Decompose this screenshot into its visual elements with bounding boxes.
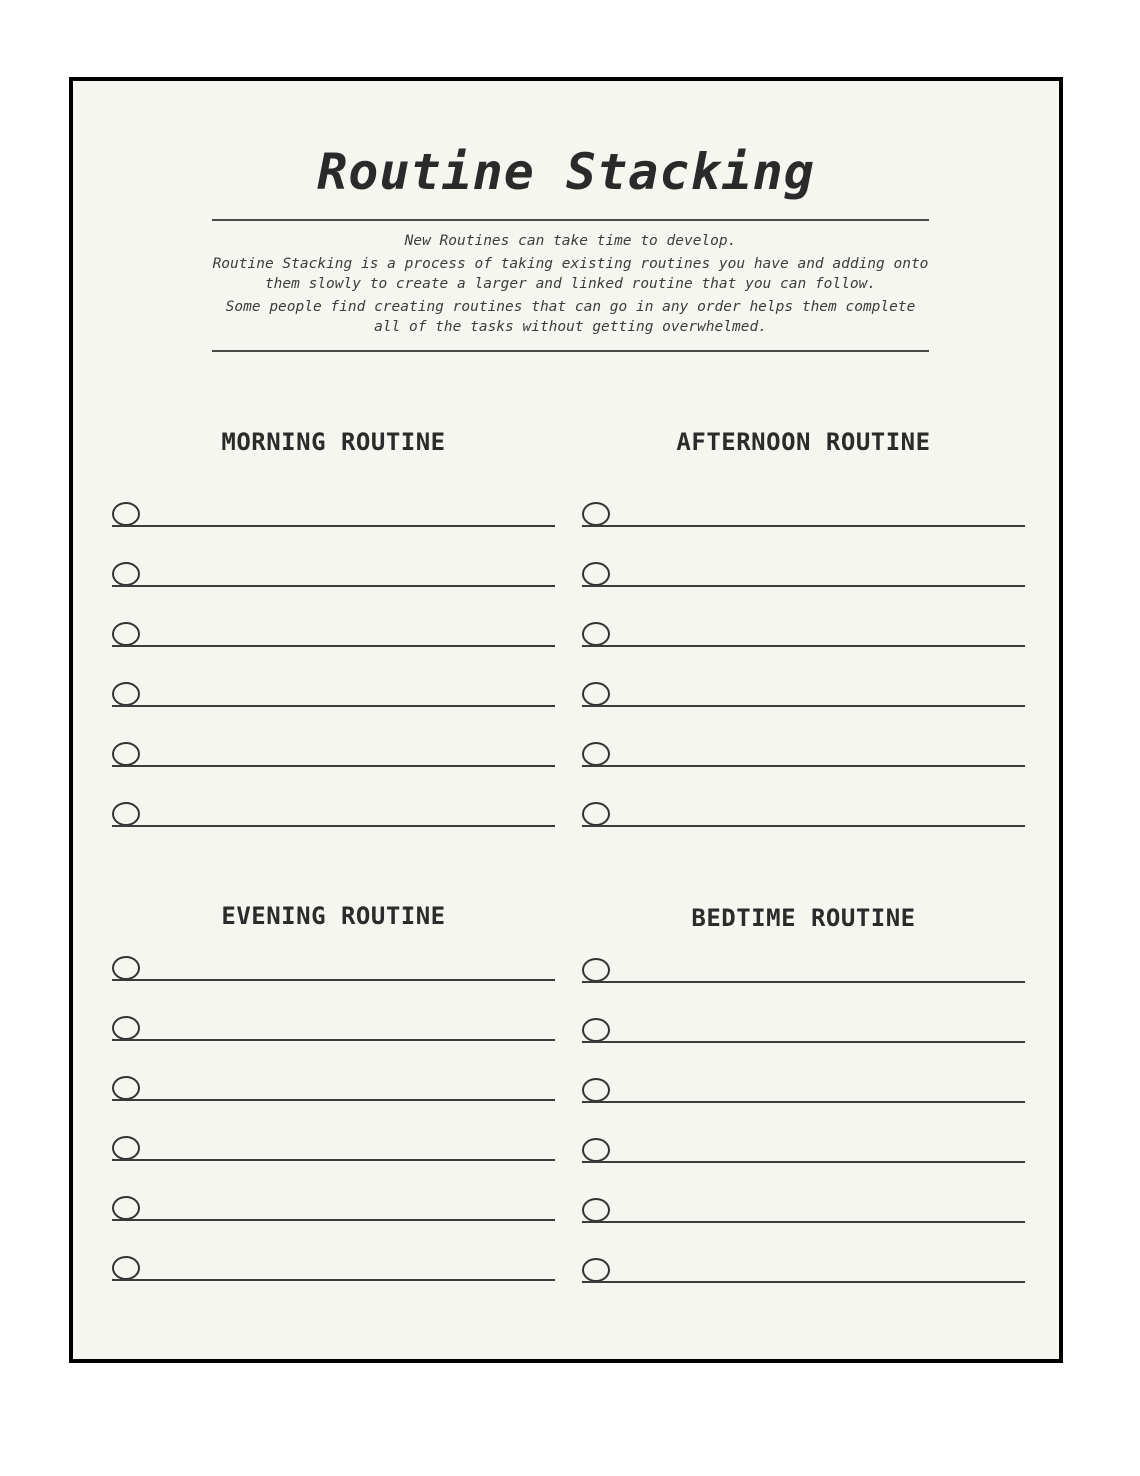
checklist-item [582,707,1025,767]
intro-line-2: Routine Stacking is a process of taking existing routines you have and adding onto them slowly to create a larger and linked routine that you can follow. [212,256,929,292]
checkbox-circle-icon[interactable] [112,622,140,646]
checklist-item [112,981,555,1041]
checklist-item [112,1221,555,1281]
checkbox-circle-icon[interactable] [112,1076,140,1100]
checkbox-circle-icon[interactable] [582,1198,610,1222]
checklist-item [582,767,1025,827]
checklist-item [112,647,555,707]
checklist-item [112,707,555,767]
checklist-item [582,1163,1025,1223]
checkbox-circle-icon[interactable] [112,1016,140,1040]
checklist-item [112,921,555,981]
checklist-item [112,467,555,527]
checkbox-circle-icon[interactable] [112,742,140,766]
checklist-item [582,983,1025,1043]
checklist-item [582,587,1025,647]
intro-text [212,231,929,337]
checklist-item [582,467,1025,527]
checkbox-circle-icon[interactable] [112,802,140,826]
checkbox-circle-icon[interactable] [112,502,140,526]
checkbox-circle-icon[interactable] [112,1196,140,1220]
checkbox-circle-icon[interactable] [112,956,140,980]
afternoon-routine-section [582,427,1025,827]
checkbox-circle-icon[interactable] [582,958,610,982]
checkbox-circle-icon[interactable] [582,562,610,586]
checkbox-circle-icon[interactable] [582,1018,610,1042]
checkbox-circle-icon[interactable] [582,1258,610,1282]
checklist-item [582,1223,1025,1283]
bedtime-routine-section [582,903,1025,1283]
checklist [112,467,555,827]
section-title: MORNING ROUTINE [221,428,446,456]
intro-bottom-divider [212,350,929,352]
checkbox-circle-icon[interactable] [582,1138,610,1162]
write-in-line[interactable] [582,825,1025,827]
intro-line-1: New Routines can take time to develop. [404,233,737,249]
checklist-item [582,647,1025,707]
checkbox-circle-icon[interactable] [112,682,140,706]
write-in-line[interactable] [112,825,555,827]
section-title: AFTERNOON ROUTINE [676,428,931,456]
morning-routine-section [112,427,555,827]
checklist [582,467,1025,827]
section-title: BEDTIME ROUTINE [691,904,916,932]
checkbox-circle-icon[interactable] [112,1256,140,1280]
section-title: EVENING ROUTINE [221,902,446,930]
checkbox-circle-icon[interactable] [582,502,610,526]
checklist-item [112,587,555,647]
checklist-item [112,1161,555,1221]
checkbox-circle-icon[interactable] [112,562,140,586]
checkbox-circle-icon[interactable] [582,802,610,826]
worksheet-page [69,77,1063,1363]
checklist [112,921,555,1281]
intro-top-divider [212,219,929,221]
checklist-item [112,1041,555,1101]
evening-routine-section [112,901,555,1281]
checkbox-circle-icon[interactable] [582,1078,610,1102]
page-title: Routine Stacking [317,143,815,201]
checkbox-circle-icon[interactable] [582,682,610,706]
checklist-item [112,1101,555,1161]
write-in-line[interactable] [112,1279,555,1281]
checkbox-circle-icon[interactable] [582,742,610,766]
checkbox-circle-icon[interactable] [112,1136,140,1160]
write-in-line[interactable] [582,1281,1025,1283]
intro-line-3: Some people find creating routines that can go in any order helps them complete all of the tasks without getting overwhelmed. [225,299,916,335]
checklist-item [582,1043,1025,1103]
checklist-item [582,527,1025,587]
checklist-item [582,1103,1025,1163]
checklist-item [582,923,1025,983]
checklist-item [112,767,555,827]
checkbox-circle-icon[interactable] [582,622,610,646]
checklist-item [112,527,555,587]
checklist [582,923,1025,1283]
